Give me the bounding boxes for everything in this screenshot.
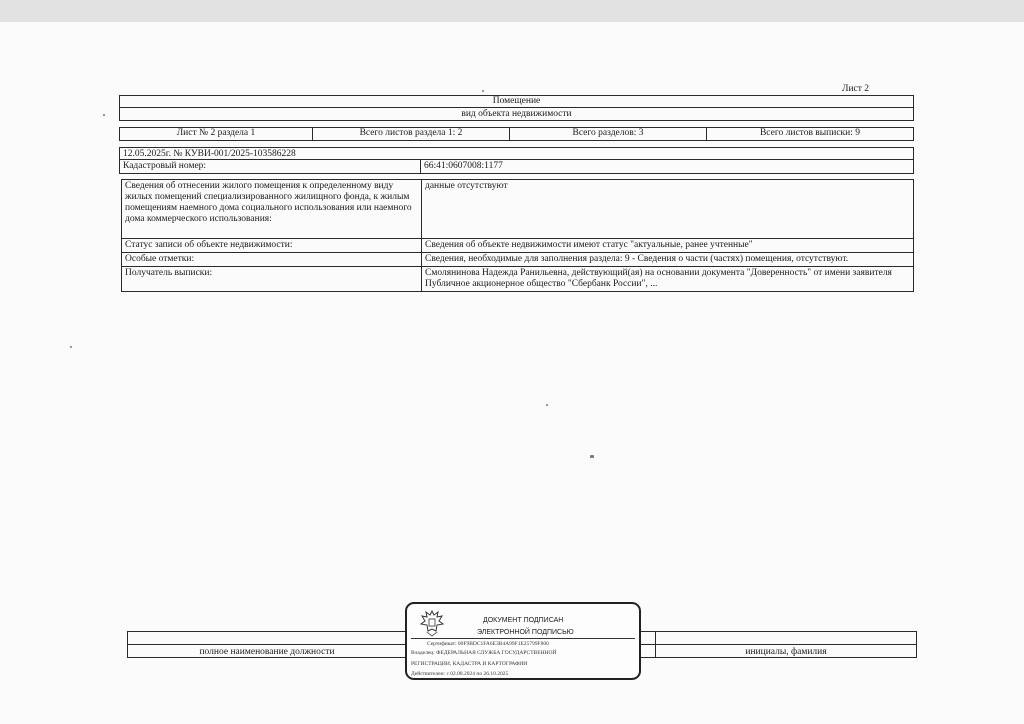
scan-speck [482,90,484,92]
sheet-label: Лист 2 [842,84,870,94]
row-recipient-value: Смолянинова Надежда Ранильевна, действующий(ая) на основании документа "Доверенность" от имени заявителя Публичное акционерное общество "Сбербанк России", ... [421,266,914,292]
stamp-owner-line1: Владелец: ФЕДЕРАЛЬНАЯ СЛУЖБА ГОСУДАРСТВЕННОЙ [411,650,557,656]
scan-speck [590,455,594,458]
emblem-icon [419,608,445,638]
row-recipient-label: Получатель выписки: [121,266,422,292]
row-special-marks-label: Особые отметки: [121,252,422,267]
section-sheet-cell: Лист № 2 раздела 1 [119,127,313,141]
scan-speck [546,404,548,406]
stamp-divider [411,638,635,639]
object-type-divider [119,107,914,108]
row-status-value: Сведения об объекте недвижимости имеют статус "актуальные, ранее учтенные" [421,238,914,253]
row-housing-type-value: данные отсутствуют [421,179,914,239]
row-special-marks-value: Сведения, необходимые для заполнения раздела: 9 - Сведения о части (частях) помещения, отсутствуют. [421,252,914,267]
scan-speck [70,346,72,348]
total-sections-cell: Всего разделов: 3 [509,127,707,141]
cadastral-label: Кадастровый номер: [119,159,421,174]
scan-top-strip [0,0,1024,22]
object-type-caption: вид объекта недвижимости [461,109,572,119]
stamp-title-line2: ЭЛЕКТРОННОЙ ПОДПИСЬЮ [477,629,574,636]
name-caption: инициалы, фамилия [745,647,827,657]
row-housing-type-label: Сведения об отнесении жилого помещения к определенному виду жилых помещений специализированного жилищного фонда, к жилым помещениям наемного дома социального использования или наемного дома коммерческого использования: [121,179,422,239]
electronic-signature-stamp [405,602,641,680]
total-sheets-cell: Всего листов выписки: 9 [706,127,914,141]
extract-date-number: 12.05.2025г. № КУВИ-001/2025-103586228 [119,147,914,160]
row-status-label: Статус записи об объекте недвижимости: [121,238,422,253]
sheets-in-section-cell: Всего листов раздела 1: 2 [312,127,510,141]
object-type: Помещение [492,96,541,106]
stamp-certificate: Сертификат: 00F9BDC1FA6E3B4A99F1E25799F800 [427,641,549,647]
position-caption: полное наименование должности [199,647,335,657]
stamp-valid: Действителен: с 02.08.2024 по 26.10.2025 [411,671,509,677]
cadastral-value: 66:41:0607008:1177 [420,159,914,174]
stamp-owner-line2: РЕГИСТРАЦИИ, КАДАСТРА И КАРТОГРАФИИ [411,661,528,667]
stamp-title-line1: ДОКУМЕНТ ПОДПИСАН [483,617,564,624]
scan-speck [103,114,105,116]
